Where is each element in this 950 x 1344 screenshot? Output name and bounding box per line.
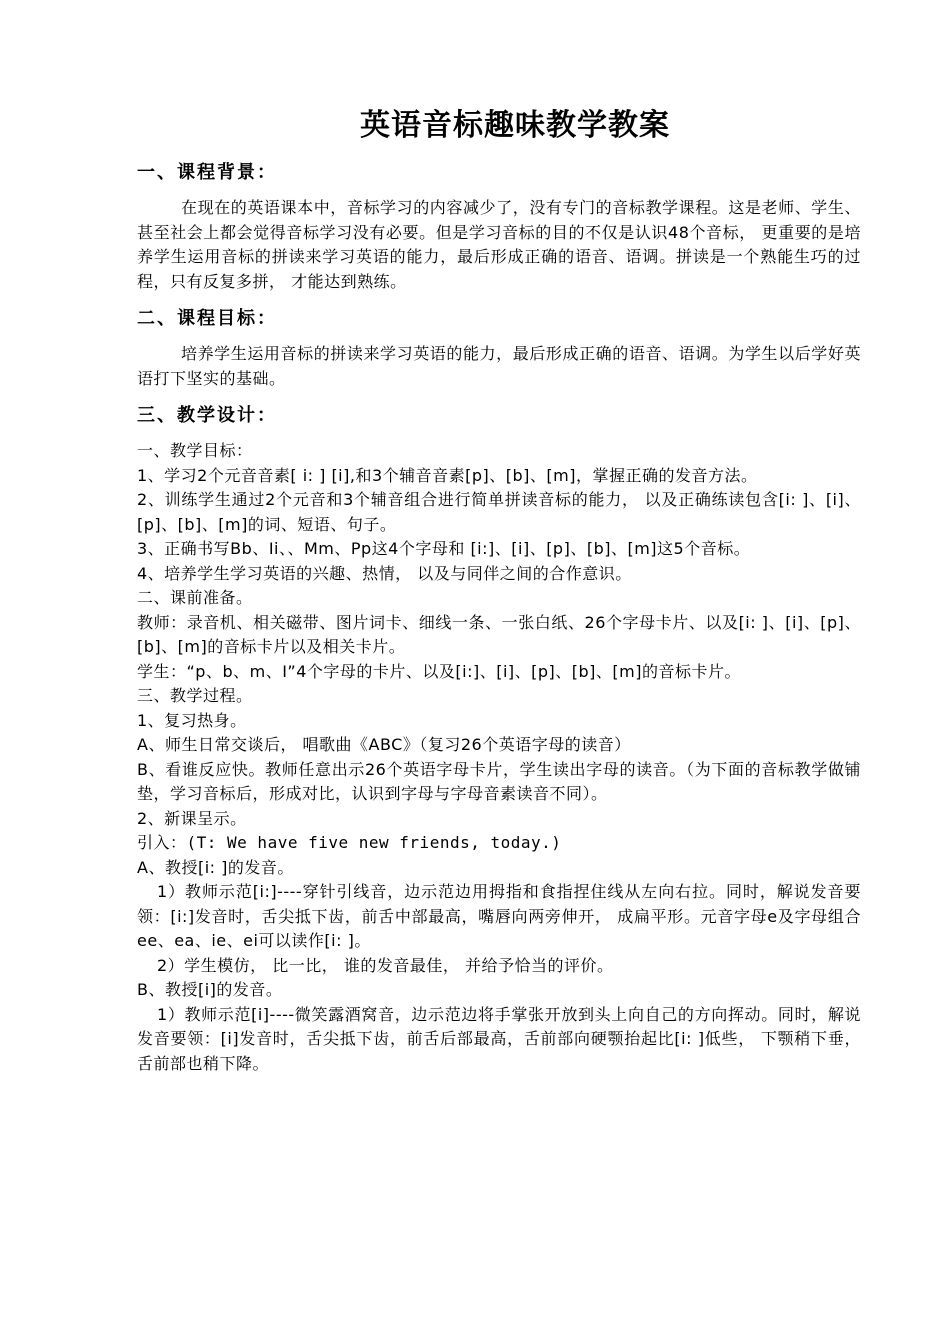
design-line: 1、学习2个元音音素[ i: ] [i],和3个辅音音素[p]、[b]、[m]，掌握正确的发音方法。	[137, 465, 758, 485]
section-heading-background: 一、课程背景：	[137, 162, 277, 183]
design-line: 1）教师示范[i:]----穿针引线音，边示范边用拇指和食指捏住线从左向右拉。同时，解说发音要领：[i:]发音时，舌尖抵下齿，前舌中部最高，嘴唇向两旁伸开， 成扁平形。元音字母e及字母组合ee、ea、ie、ei可以读作[i: ]。	[137, 882, 861, 950]
design-line: 引入：(T: We have five new friends, today.)	[137, 833, 562, 852]
design-line: 三、教学过程。	[137, 686, 253, 705]
section-heading-goals: 二、课程目标：	[137, 308, 277, 329]
goals-paragraph: 培养学生运用音标的拼读来学习英语的能力，最后形成正确的语音、语调。为学生以后学好英语打下坚实的基础。	[137, 344, 861, 388]
design-line: 4、培养学生学习英语的兴趣、热情， 以及与同伴之间的合作意识。	[137, 563, 632, 583]
design-line: A、师生日常交谈后， 唱歌曲《ABC》（复习26个英语字母的读音）	[137, 735, 631, 754]
design-line: 2、训练学生通过2个元音和3个辅音组合进行简单拼读音标的能力， 以及正确练读包含[i: ]、[i]、[p]、[b]、[m]的词、短语、句子。	[137, 490, 861, 534]
design-line: 1、复习热身。	[137, 710, 247, 730]
background-paragraph: 在现在的英语课本中，音标学习的内容减少了，没有专门的音标教学课程。这是老师、学生、甚至社会上都会觉得音标学习没有必要。但是学习音标的目的不仅是认识48个音标， 更重要的是培养学生运用音标的拼读来学习英语的能力，最后形成正确的语音、语调。拼读是一个熟能生巧的过程，只有反复多拼， 才能达到熟练。	[137, 198, 861, 291]
design-line: 2）学生模仿， 比一比， 谁的发音最佳， 并给予恰当的评价。	[157, 955, 614, 975]
design-line: 二、课前准备。	[137, 588, 253, 607]
design-line: B、教授[i]的发音。	[137, 980, 283, 999]
design-line: 学生：“p、b、m、I”4个字母的卡片、以及[i:]、[i]、[p]、[b]、[m]的音标卡片。	[137, 661, 741, 681]
design-line: 教师：录音机、相关磁带、图片词卡、细线一条、一张白纸、26个字母卡片、以及[i: ]、[i]、[p]、[b]、[m]的音标卡片以及相关卡片。	[137, 612, 861, 656]
design-line: 2、新课呈示。	[137, 808, 247, 828]
design-line: A、教授[i: ]的发音。	[137, 857, 294, 877]
design-line: 1）教师示范[i]----微笑露酒窝音，边示范边将手掌张开放到头上向自己的方向挥动。同时，解说发音要领：[i]发音时，舌尖抵下齿，前舌后部最高，舌前部向硬颚抬起比[i: ]低些， 下颚稍下垂， 舌前部也稍下降。	[137, 1004, 861, 1073]
page-title: 英语音标趣味教学教案	[360, 108, 670, 143]
design-line: 一、教学目标：	[137, 441, 253, 460]
document-body	[137, 160, 861, 1076]
design-line: B、看谁反应快。教师任意出示26个英语字母卡片，学生读出字母的读音。（为下面的音标教学做铺垫，学习音标后，形成对比，认识到字母与字母音素读音不同）。	[137, 759, 861, 803]
section-heading-design: 三、教学设计：	[137, 405, 277, 426]
design-line: 3、正确书写Bb、Ii、、Mm、Pp这4个字母和 [i:]、[i]、[p]、[b]、[m]这5个音标。	[137, 539, 751, 558]
